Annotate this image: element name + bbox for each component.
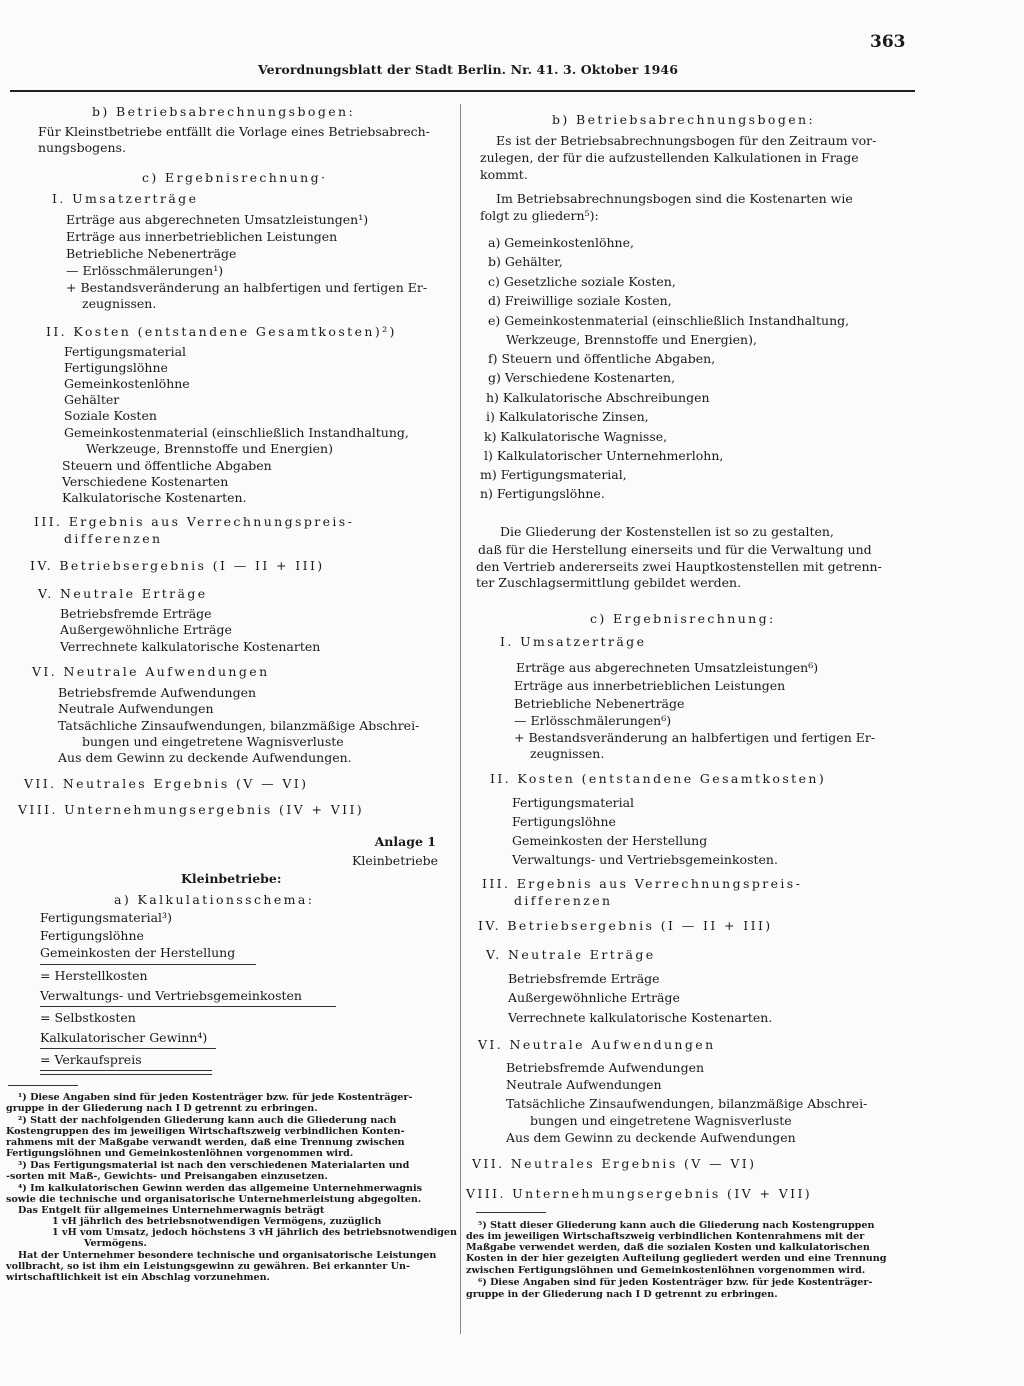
left-I-item: zeugnissen. — [82, 296, 157, 311]
right-I-title: I. Umsatzerträge — [500, 634, 647, 649]
footnote-line: 1 vH jährlich des betriebsnotwendigen Vermögens, zuzüglich — [52, 1216, 382, 1227]
right-V-item: Außergewöhnliche Erträge — [508, 990, 680, 1005]
footnote-line: Vermögens. — [84, 1238, 147, 1249]
left-II-item: Kalkulatorische Kostenarten. — [62, 490, 247, 505]
left-VI-item: Betriebsfremde Aufwendungen — [58, 685, 257, 700]
right-IV-title: IV. Betriebsergebnis (I — II + III) — [478, 918, 773, 933]
left-I-item: Betriebliche Nebenerträge — [66, 246, 237, 261]
left-II-item: Verschiedene Kostenarten — [62, 474, 229, 489]
kalk-double-underline — [40, 1074, 212, 1075]
right-b-title: b) Betriebsabrechnungsbogen: — [552, 112, 816, 127]
right-c-title: c) Ergebnisrechnung: — [590, 611, 776, 626]
left-I-item: Erträge aus innerbetrieblichen Leistungen — [66, 229, 338, 244]
anlage-subtitle: Kleinbetriebe — [352, 853, 438, 868]
right-I-item: + Bestandsveränderung an halbfertigen und fertigen Er- — [514, 730, 876, 745]
left-b-text-2: nungsbogens. — [38, 140, 126, 155]
left-V-item: Verrechnete kalkulatorische Kostenarten — [60, 639, 321, 654]
footnote-line: vollbracht, so ist ihm ein Leistungsgewinn zu gewähren. Bei erkannter Un- — [6, 1261, 410, 1272]
footnote-line: Kosten in der hier gezeigten Aufteilung gegliedert werden und eine Trennung — [466, 1253, 887, 1264]
left-II-item: Gemeinkostenlöhne — [64, 376, 190, 391]
right-para: den Vertrieb andererseits zwei Hauptkostenstellen mit getrenn- — [476, 559, 882, 574]
right-para: daß für die Herstellung einerseits und für die Verwaltung und — [478, 542, 872, 557]
footnote-line: zwischen Fertigungslöhnen und Gemeinkostenlöhnen vorgenommen wird. — [466, 1265, 866, 1276]
right-list-item: b) Gehälter, — [488, 254, 563, 269]
right-III-title: III. Ergebnis aus Verrechnungspreis- — [482, 876, 803, 891]
footnote-line: rahmens mit der Maßgabe verwandt werden, daß eine Trennung zwischen — [6, 1137, 405, 1148]
left-II-item: Gehälter — [64, 392, 120, 407]
left-II-item: Fertigungslöhne — [64, 360, 168, 375]
right-VIII-title: VIII. Unternehmungsergebnis (IV + VII) — [466, 1186, 813, 1201]
right-II-item: Fertigungslöhne — [512, 814, 616, 829]
right-list-item: i) Kalkulatorische Zinsen, — [486, 409, 649, 424]
right-V-item: Betriebsfremde Erträge — [508, 971, 660, 986]
right-I-item: Erträge aus abgerechneten Umsatzleistungen⁶) — [516, 660, 819, 675]
left-V-title: V. Neutrale Erträge — [38, 586, 208, 601]
footnote-line: -sorten mit Maß-, Gewichts- und Preisangaben einzusetzen. — [6, 1171, 328, 1182]
left-I-item: — Erlösschmälerungen¹) — [66, 263, 224, 278]
left-I-title: I. Umsatzerträge — [52, 191, 199, 206]
left-c-title: c) Ergebnisrechnung· — [142, 170, 328, 185]
left-VI-title: VI. Neutrale Aufwendungen — [32, 664, 270, 679]
footnote-rule — [8, 1085, 78, 1086]
right-II-item: Fertigungsmaterial — [512, 795, 635, 810]
right-III-title-cont: differenzen — [514, 893, 613, 908]
footnote-line: ¹) Diese Angaben sind für jeden Kostenträger bzw. für jede Kostenträger- — [18, 1092, 413, 1103]
footnote-line: ⁵) Statt dieser Gliederung kann auch die Gliederung nach Kostengruppen — [478, 1220, 875, 1231]
left-V-item: Außergewöhnliche Erträge — [60, 622, 232, 637]
left-b-title: b) Betriebsabrechnungsbogen: — [92, 104, 356, 119]
right-VI-item: Aus dem Gewinn zu deckende Aufwendungen — [506, 1130, 796, 1145]
right-list-item: e) Gemeinkostenmaterial (einschließlich Instandhaltung, — [488, 313, 850, 328]
right-list-item: Werkzeuge, Brennstoffe und Energien), — [506, 332, 757, 347]
kalk-line: Fertigungsmaterial³) — [40, 910, 172, 925]
kalk-line: Verwaltungs- und Vertriebsgemeinkosten — [40, 988, 302, 1003]
left-II-item: Werkzeuge, Brennstoffe und Energien) — [86, 441, 333, 456]
footnote-line: ⁴) Im kalkulatorischen Gewinn werden das allgemeine Unternehmerwagnis — [18, 1183, 423, 1194]
right-VI-title: VI. Neutrale Aufwendungen — [478, 1037, 716, 1052]
right-b-text-1: Es ist der Betriebsabrechnungsbogen für den Zeitraum vor- — [496, 133, 877, 148]
kalk-underline — [40, 1048, 216, 1049]
right-list-item: m) Fertigungsmaterial, — [480, 467, 627, 482]
footnote-line: ²) Statt der nachfolgenden Gliederung kann auch die Gliederung nach — [18, 1115, 397, 1126]
left-II-item: Steuern und öffentliche Abgaben — [62, 458, 272, 473]
right-V-item: Verrechnete kalkulatorische Kostenarten. — [508, 1010, 773, 1025]
right-list-item: n) Fertigungslöhne. — [480, 486, 605, 501]
right-VI-item: Neutrale Aufwendungen — [506, 1077, 662, 1092]
right-b-text2-2: folgt zu gliedern⁵): — [480, 208, 599, 223]
footnote-line: wirtschaftlichkeit ist ein Abschlag vorzunehmen. — [6, 1272, 270, 1283]
right-list-item: g) Verschiedene Kostenarten, — [488, 370, 676, 385]
right-b-text-3: kommt. — [480, 167, 528, 182]
page-number: 363 — [870, 32, 906, 52]
right-II-item: Verwaltungs- und Vertriebsgemeinkosten. — [512, 852, 778, 867]
left-b-text-1: Für Kleinstbetriebe entfällt die Vorlage eines Betriebsabrech- — [38, 124, 430, 139]
right-VI-item: Betriebsfremde Aufwendungen — [506, 1060, 705, 1075]
right-II-item: Gemeinkosten der Herstellung — [512, 833, 708, 848]
right-I-item: — Erlösschmälerungen⁶) — [514, 713, 672, 728]
left-VI-item: bungen und eingetretene Wagnisverluste — [82, 734, 344, 749]
footnote-line: ³) Das Fertigungsmaterial ist nach den verschiedenen Materialarten und — [18, 1160, 410, 1171]
right-VI-item: bungen und eingetretene Wagnisverluste — [530, 1113, 792, 1128]
left-III-title-cont: differenzen — [64, 531, 163, 546]
left-IV-title: IV. Betriebsergebnis (I — II + III) — [30, 558, 325, 573]
right-list-item: a) Gemeinkostenlöhne, — [488, 235, 634, 250]
left-II-title: II. Kosten (entstandene Gesamtkosten)²) — [46, 324, 397, 339]
right-list-item: d) Freiwillige soziale Kosten, — [488, 293, 672, 308]
footnote-rule — [476, 1212, 546, 1213]
footnote-line: Fertigungslöhnen und Gemeinkostenlöhnen vorgenommen wird. — [6, 1148, 354, 1159]
left-I-item: + Bestandsveränderung an halbfertigen und fertigen Er- — [66, 280, 428, 295]
right-b-text2-1: Im Betriebsabrechnungsbogen sind die Kostenarten wie — [496, 191, 853, 206]
header-rule — [10, 90, 915, 92]
right-VII-title: VII. Neutrales Ergebnis (V — VI) — [472, 1156, 757, 1171]
kalk-underline — [40, 964, 256, 965]
right-list-item: l) Kalkulatorischer Unternehmerlohn, — [484, 448, 724, 463]
right-list-item: h) Kalkulatorische Abschreibungen — [486, 390, 710, 405]
kalk-line: = Verkaufspreis — [40, 1052, 142, 1067]
footnote-line: 1 vH vom Umsatz, jedoch höchstens 3 vH jährlich des betriebsnotwendigen — [52, 1227, 457, 1238]
right-para: Die Gliederung der Kostenstellen ist so zu gestalten, — [500, 524, 834, 539]
right-I-item: Erträge aus innerbetrieblichen Leistungen — [514, 678, 786, 693]
kalk-title: a) Kalkulationsschema: — [114, 892, 315, 907]
footnote-line: Hat der Unternehmer besondere technische und organisatorische Leistungen — [18, 1250, 437, 1261]
column-divider — [460, 104, 461, 1334]
left-VI-item: Tatsächliche Zinsaufwendungen, bilanzmäßige Abschrei- — [58, 718, 420, 733]
footnote-line: Das Entgelt für allgemeines Unternehmerwagnis beträgt — [18, 1205, 325, 1216]
left-II-item: Soziale Kosten — [64, 408, 157, 423]
right-list-item: k) Kalkulatorische Wagnisse, — [484, 429, 668, 444]
left-VI-item: Neutrale Aufwendungen — [58, 701, 214, 716]
left-II-item: Gemeinkostenmaterial (einschließlich Instandhaltung, — [64, 425, 409, 440]
anlage-title: Anlage 1 — [374, 834, 436, 849]
right-II-title: II. Kosten (entstandene Gesamtkosten) — [490, 771, 827, 786]
kalk-line: = Herstellkosten — [40, 968, 148, 983]
right-I-item: zeugnissen. — [530, 746, 605, 761]
footnote-line: des im jeweiligen Wirtschaftszweig verbindlichen Kontenrahmens mit der — [466, 1231, 865, 1242]
right-I-item: Betriebliche Nebenerträge — [514, 696, 685, 711]
left-V-item: Betriebsfremde Erträge — [60, 606, 212, 621]
right-VI-item: Tatsächliche Zinsaufwendungen, bilanzmäßige Abschrei- — [506, 1096, 868, 1111]
kalk-line: Gemeinkosten der Herstellung — [40, 945, 236, 960]
right-list-item: c) Gesetzliche soziale Kosten, — [488, 274, 676, 289]
kleinbetriebe-title: Kleinbetriebe: — [181, 871, 282, 886]
right-V-title: V. Neutrale Erträge — [486, 947, 656, 962]
footnote-line: gruppe in der Gliederung nach I D getrennt zu erbringen. — [6, 1103, 318, 1114]
left-VI-item: Aus dem Gewinn zu deckende Aufwendungen. — [58, 750, 352, 765]
left-VIII-title: VIII. Unternehmungsergebnis (IV + VII) — [18, 802, 365, 817]
kalk-line: = Selbstkosten — [40, 1010, 136, 1025]
page-header-title: Verordnungsblatt der Stadt Berlin. Nr. 41. 3. Oktober 1946 — [258, 62, 679, 77]
footnote-line: ⁶) Diese Angaben sind für jeden Kostenträger bzw. für jede Kostenträger- — [478, 1277, 873, 1288]
kalk-double-underline — [40, 1070, 212, 1071]
left-VII-title: VII. Neutrales Ergebnis (V — VI) — [24, 776, 309, 791]
kalk-line: Kalkulatorischer Gewinn⁴) — [40, 1030, 208, 1045]
left-II-item: Fertigungsmaterial — [64, 344, 187, 359]
right-para: ter Zuschlagsermittlung gebildet werden. — [476, 575, 742, 590]
right-b-text-2: zulegen, der für die aufzustellenden Kalkulationen in Frage — [480, 150, 859, 165]
kalk-line: Fertigungslöhne — [40, 928, 144, 943]
right-list-item: f) Steuern und öffentliche Abgaben, — [488, 351, 716, 366]
footnote-line: Kostengruppen des im jeweiligen Wirtschaftszweig verbindlichen Konten- — [6, 1126, 405, 1137]
left-III-title: III. Ergebnis aus Verrechnungspreis- — [34, 514, 355, 529]
footnote-line: sowie die technische und organisatorische Unternehmerleistung abgegolten. — [6, 1194, 422, 1205]
footnote-line: Maßgabe verwendet werden, daß die sozialen Kosten und kalkulatorischen — [466, 1242, 870, 1253]
footnote-line: gruppe in der Gliederung nach I D getrennt zu erbringen. — [466, 1289, 778, 1300]
kalk-underline — [40, 1006, 336, 1007]
left-I-item: Erträge aus abgerechneten Umsatzleistungen¹) — [66, 212, 369, 227]
